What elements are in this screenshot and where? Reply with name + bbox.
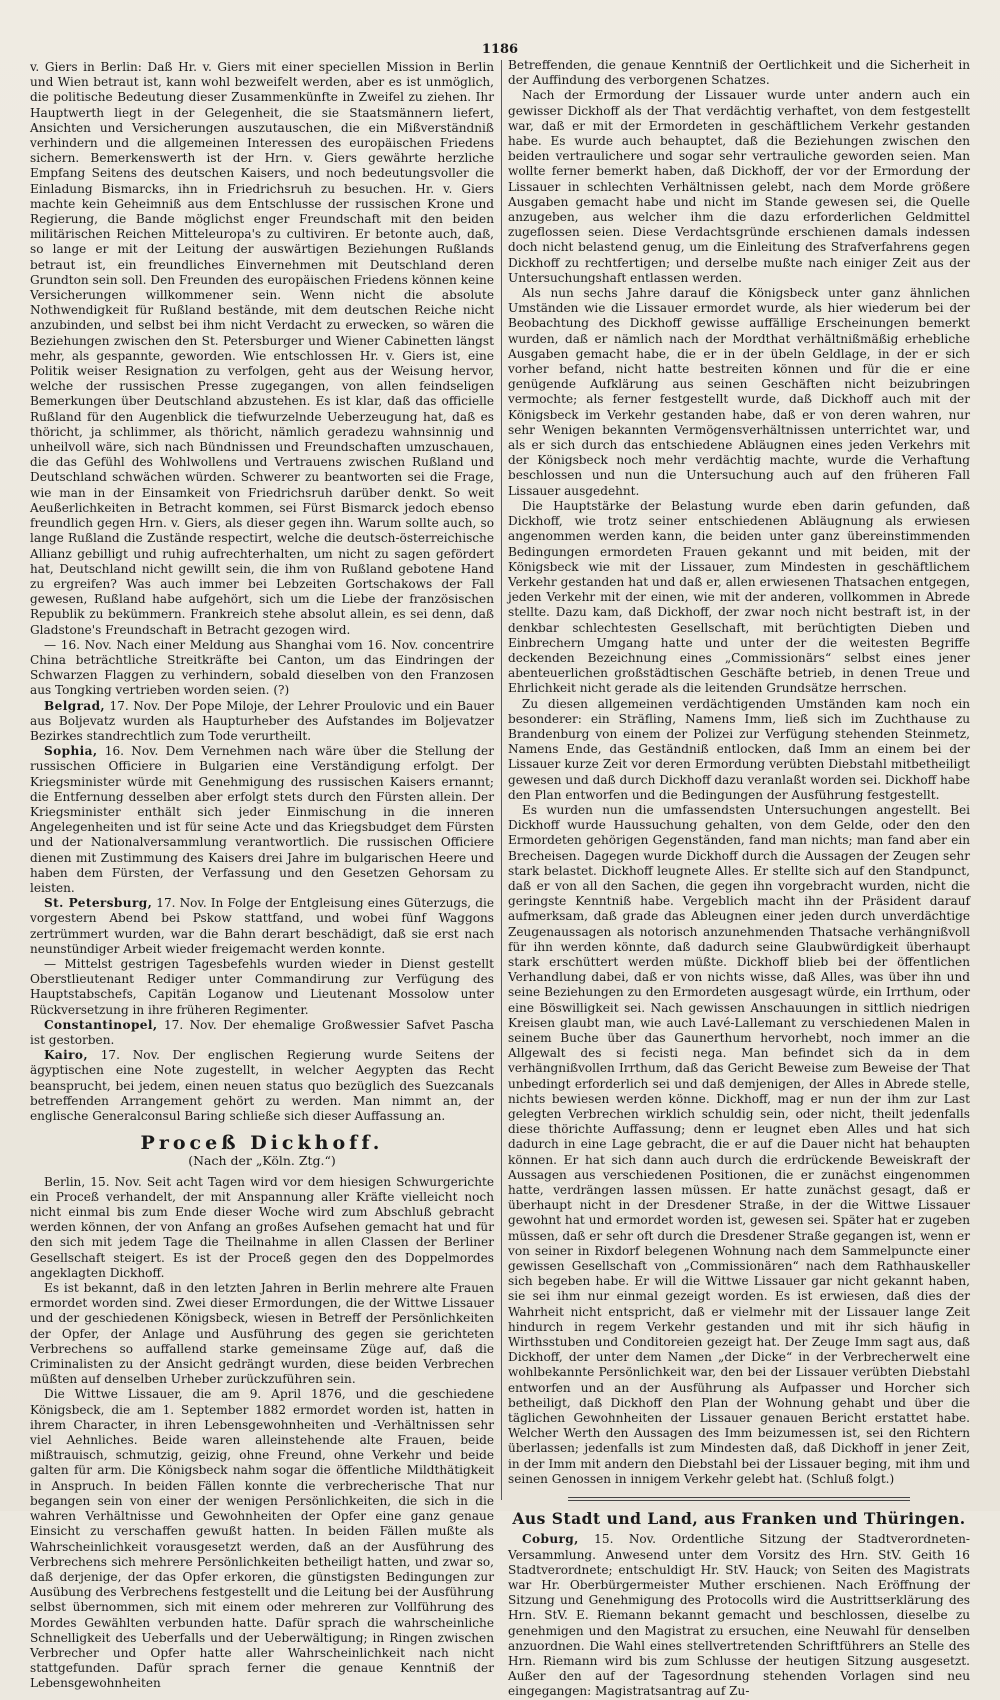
berlin-trial-paragraph: Berlin, 15. Nov. Seit acht Tagen wird vor dem hiesigen Schwurgerichte ein Proceß verhandelt, der mit Anspannung aller Kräfte vielleicht noch nicht einmal bis zum Ende dieser Woche wird zum Abschluß gebracht werden können, der von Anfang an großes Aufsehen gemacht hat und für den sich mit jedem Tage die Theilnahme in allen Classen der Berliner Gesellschaft steigert. Es ist der Proceß gegen den des Doppelmordes angeklagten Dickhoff. bbox=[30, 1174, 494, 1280]
petersburg-text: 17. Nov. In Folge der Entgleisung eines Güterzugs, die vorgestern Abend bei Pskow stattfand, und wobei fünf Waggons zertrümmert wurden, war die Bahn derart beschädigt, daß sie erst nach neunstündiger Arbeit wieder freigemacht werden konnte. bbox=[30, 896, 494, 956]
place-coburg: Coburg, bbox=[522, 1532, 579, 1547]
belgrad-paragraph bbox=[30, 699, 494, 745]
sophia-text: 16. Nov. Dem Vernehmen nach wäre über die Stellung der russischen Officiere in Bulgarien eine Verständigung erfolgt. Der Kriegsminister würde mit Genehmigung des russischen Kaisers ernannt; die Entfernung desselben aber erfolgt stets durch den Fürsten allein. Der Kriegsminister enthält sich jeder Einmischung in die inneren Angelegenheiten und ist für seine Acte und das Kriegsbudget dem Fürsten und der Nationalversammlung verantwortlich. Die russischen Officiere dienen mit Zustimmung des Kaisers drei Jahre im bulgarischen Heere und haben dem Fürsten, der Verfassung und den Gesetzen Gehorsam zu leisten. bbox=[30, 744, 494, 895]
place-sophia: Sophia, bbox=[44, 744, 98, 759]
place-constantinopel: Constantinopel, bbox=[44, 1017, 158, 1032]
column-divider bbox=[501, 60, 502, 1500]
section-heading-process: Proceß Dickhoff. bbox=[140, 1132, 384, 1155]
koenigsbeck-paragraph: Als nun sechs Jahre darauf die Königsbeck unter ganz ähnlichen Umständen wie die Lissauer ermordet wurde, als hier wiederum bei der Beobachtung des Dickhoff gewisse auffällige Erscheinungen bemerkt wurden, daß er nämlich nach der Mordthat verhältnißmäßig erhebliche Ausgaben gemacht habe, die er in der übeln Geldlage, in der er sich vorher befand, nicht hatte bestreiten können und für die er eine genügende Aufklärung aus seinen Geschäften nicht beizubringen vermochte; als ferner festgestellt wurde, daß Dickhoff auch mit der Königsbeck im Verkehr gestanden habe, daß er von deren wahren, nur sehr Wenigen bekannten Vermögensverhältnissen unterrichtet war, und als er sich durch das entschiedene Abläugnen eines jeden Verkehrs mit der Königsbeck noch mehr verdächtig machte, wurde die Verhaftung beschlossen und nun die Untersuchung auch auf den früheren Fall Lissauer ausgedehnt. bbox=[508, 286, 970, 498]
place-petersburg: St. Petersburg, bbox=[44, 896, 153, 911]
left-column bbox=[30, 60, 494, 1692]
coburg-paragraph bbox=[508, 1532, 970, 1699]
place-kairo: Kairo, bbox=[44, 1048, 88, 1063]
section-divider bbox=[568, 1497, 910, 1501]
coburg-text: 15. Nov. Ordentliche Sitzung der Stadtverordneten-Versammlung. Anwesend unter dem Vorsitz des Hrn. StV. Geith 16 Stadtverordnete; entschuldigt Hr. StV. Hauck; von Seiten des Magistrats war Hr. Oberbürgermeister Muther erschienen. Nach Eröffnung der Sitzung und Genehmigung des Protocolls wird die Austrittserklärung des Hrn. StV. E. Riemann bekannt gemacht und beschlossen, dieselbe zu genehmigen und den Magistrat zu ersuchen, eine Neuwahl für denselben anzuordnen. Die Wahl eines stellvertretenden Schriftführers an Stelle des Hrn. Riemann wird bis zum Schlusse der heutigen Sitzung ausgesetzt. Außer den auf der Tagesordnung stehenden Vorlagen sind neu eingegangen: Magistratsantrag auf Zu- bbox=[508, 1532, 970, 1699]
place-belgrad: Belgrad, bbox=[44, 698, 106, 713]
right-column bbox=[508, 58, 970, 1700]
victims-paragraph: Die Wittwe Lissauer, die am 9. April 1876, und die geschiedene Königsbeck, die am 1. September 1882 ermordet worden ist, hatten in ihrem Character, in ihren Lebensgewohnheiten und -Verhältnissen sehr viel Aehnliches. Beide waren alleinstehende alte Frauen, beide mißtrauisch, schmutzig, geizig, ohne Freund, ohne Verkehr und beide galten für arm. Die Königsbeck nahm sogar die öffentliche Mildthätigkeit in Anspruch. In beiden Fällen konnte die verbrecherische That nur begangen sein von einer der wenigen Persönlichkeiten, die sich in die wahren Verhältnisse und Gewohnheiten der Opfer eine ganz genaue Einsicht zu verschaffen gewußt hatten. In beiden Fällen mußte als Wahrscheinlichkeit vorausgesetzt werden, daß an der Ausführung des Verbrechens sich mehrere Persönlichkeiten betheiligt hatten, und zwar so, daß derjenige, der das Opfer erkoren, die günstigsten Bedingungen zur Ausübung des Verbrechens festgestellt und die Leitung bei der Ausführung selbst übernommen, sich mit einem oder mehreren zur Vollführung des Mordes Gewählten verbunden hatte. Dafür sprach die wahrscheinliche Schnelligkeit des Ueberfalls und der Ueberwältigung; in Ringen zwischen Verbrecher und Opfer hatte aller Wahrscheinlichkeit nach nicht stattgefunden. Dafür sprach ferner die genaue Kenntniß der Lebensgewohnheiten bbox=[30, 1387, 494, 1691]
investigation-paragraph: Es wurden nun die umfassendsten Untersuchungen angestellt. Bei Dickhoff wurde Haussuchung gehalten, von dem Gelde, oder den den Ermordeten gehörigen Gegenständen, fand man nichts; man fand aber ein Brecheisen. Dagegen wurde Dickhoff durch die Aussagen der Zeugen sehr stark belastet. Dickhoff leugnete Alles. Er stellte sich auf den Standpunct, daß er von all den Sachen, die gegen ihn vorgebracht wurden, nicht die geringste Kenntniß habe. Vergeblich macht ihn der Präsident darauf aufmerksam, daß grade das Ableugnen einer jeden durch unverdächtige Zeugenaussagen als notorisch anzunehmenden Thatsache verhängnißvoll für ihn werden könnte, daß dadurch seine Glaubwürdigkeit überhaupt stark erschüttert werden müßte. Dickhoff blieb bei der öffentlichen Verhandlung dabei, daß er von nichts wisse, daß Alles, was über ihn und seine Beziehungen zu den Ermordeten ausgesagt würde, ein Irrthum, oder eine Böswilligkeit sei. Nach gewissen Anschauungen in sittlich niedrigen Kreisen glaubt man, wie auch Lavé-Lallemant zu verschiedenen Malen in seinem Buche über das Gaunerthum hervorhebt, noch immer an die Allgewalt des si fecisti nega. Man befindet sich da in dem verhängnißvollen Irrthum, daß das Gericht Beweise zum Beweise der That unbedingt erforderlich sei und daß demjenigen, der Alles in Abrede stelle, nichts bewiesen werden könne. Dickhoff, mag er nun der ihm zur Last gelegten Verbrechen wirklich schuldig sein, oder nicht, theilt jedenfalls diese thörichte Auffassung; denn er leugnet eben Alles und hat sich dadurch in eine Lage gebracht, die er auf die Dauer nicht hat behaupten können. Er hat sich dann auch durch die erdrückende Beweiskraft der Aussagen aus verschiedenen Positionen, die er zunächst eingenommen hatte, verdrängen lassen müssen. Er hatte zunächst gesagt, daß er überhaupt nicht in der Dresdener Straße, in der die Wittwe Lissauer gewohnt hat und ermordet worden ist, gewesen sei. Später hat er zugeben müssen, daß er sehr oft durch die Dresdener Straße gegangen ist, wenn er von seiner in Rixdorf belegenen Wohnung nach dem Sammelpuncte einer gewissen Gesellschaft von „Commissionären“ nach dem Rathhauskeller sich begeben habe. Er will die Wittwe Lissauer gar nicht gekannt haben, sie sei ihm nur einmal gezeigt worden. Es ist erwiesen, daß dies der Wahrheit nicht entspricht, daß er vielmehr mit der Lissauer lange Zeit hindurch in regem Verkehr gestanden und mit ihr sich häufig in Wirthsstuben und Conditoreien gezeigt hat. Der Zeuge Imm sagt aus, daß Dickhoff, der unter dem Namen „der Dicke“ in der Verbrecherwelt eine wohlbekannte Persönlichkeit war, den bei der Lissauer verübten Diebstahl entworfen und an der Ausführung als Aufpasser und Horcher sich betheiligt, daß Dickhoff den Plan der Wohnung gehabt und über die täglichen Gewohnheiten der Lissauer genauen Bericht erstattet habe. Welcher Werth den Aussagen des Imm beizumessen ist, sei den Richtern überlassen; jedenfalls ist zum Mindesten daß, daß Dickhoff in jener Zeit, in der Imm mit andern den Diebstahl bei der Lissauer beging, mit ihm und seinen Genossen in innigem Verkehr gelebt hat. (Schluß folgt.) bbox=[508, 802, 970, 1486]
evidence-paragraph: Die Hauptstärke der Belastung wurde eben darin gefunden, daß Dickhoff, wie trotz seiner entschiedenen Abläugnung als erwiesen angenommen werden kann, die beiden unter ganz übereinstimmenden Bedingungen ermordeten Frauen gekannt und mit beiden, mit der Königsbeck wie mit der Lissauer, zum Mindesten in geschäftlichem Verkehr gestanden hat und daß er, allen erwiesenen Thatsachen entgegen, jeden Verkehr mit der einen, wie mit der anderen, vollkommen in Abrede stellte. Dazu kam, daß Dickhoff, der zwar noch nicht bestraft ist, in der denkbar schlechtesten Gesellschaft, mit berüchtigten Dieben und Einbrechern Umgang hatte und unter der die weitesten Begriffe deckenden Bezeichnung eines „Commissionärs“ selbst eines jener abenteuerlichen großstädtischen Geschäfte betrieb, in denen Treue und Ehrlichkeit nicht gerade als die leitenden Grundsätze herrschen. bbox=[508, 498, 970, 696]
constantinopel-text: 17. Nov. Der ehemalige Großwessier Safvet Pascha ist gestorben. bbox=[30, 1017, 494, 1047]
constantinopel-paragraph bbox=[30, 1018, 494, 1048]
giers-berlin-paragraph: v. Giers in Berlin: Daß Hr. v. Giers mit einer speciellen Mission in Berlin und Wien betraut ist, kann wohl bezweifelt werden, aber es ist unmöglich, die politische Bedeutung dieser Zusammenkünfte in Zweifel zu ziehen. Ihr Hauptwerth liegt in der Gelegenheit, die sie Staatsmännern liefert, Ansichten und Versicherungen auszutauschen, die ein Mißverständniß verhindern und die allgemeinen Interessen des europäischen Friedens sichern. Bemerkenswerth ist der Hrn. v. Giers gewährte herzliche Empfang Seitens des deutschen Kaisers, und noch bedeutungsvoller die Einladung Bismarcks, ihn in Friedrichsruh zu besuchen. Hr. v. Giers machte kein Geheimniß aus dem Entschlusse der russischen Krone und Regierung, die Bande möglichst enger Freundschaft mit den beiden militärischen Reichen Mitteleuropa's zu cultiviren. Er betonte auch, daß, so lange er mit der Leitung der auswärtigen Beziehungen Rußlands betraut ist, ein freundliches Einvernehmen mit Deutschland deren Grundton sein soll. Den Freunden des europäischen Friedens können keine Versicherungen willkommener sein. Wenn nicht die absolute Nothwendigkeit für Rußland bestände, mit dem deutschen Reiche nicht anzubinden, und selbst bei ihm nicht Verdacht zu erwecken, so wären die Beziehungen zwischen den St. Petersburger und Wiener Cabinetten längst mehr, als gespannte, geworden. Wie entschlossen Hr. v. Giers ist, eine Politik weiser Resignation zu verfolgen, geht aus der Weisung hervor, welche der russischen Presse zugegangen, von allen feindseligen Bemerkungen über Deutschland abzustehen. Es ist klar, daß das officielle Rußland für den Augenblick die tiefwurzelnde Ueberzeugung hat, daß es thöricht, ja schlimmer, als thöricht, nämlich geradezu wahnsinnig und unheilvoll wäre, sich nach Bündnissen und Freundschaften umzuschauen, die das Gefühl des Wohlwollens und Vertrauens zwischen Rußland und Deutschland schwächen würden. Schwerer zu beantworten sei die Frage, wie man in der Einsamkeit von Friedrichsruh darüber denkt. So weit Aeußerlichkeiten in Betracht kommen, sei Fürst Bismarck jedoch ebenso freundlich gegen Hrn. v. Giers, als dieser gegen ihn. Warum sollte auch, so lange Rußland die Zustände respectirt, welche die deutsch-österreichische Allianz gebilligt und ruhig aufrechterhalten, um nicht zu sagen gefördert hat, Deutschland nicht gewillt sein, die ihm von Rußland gebotene Hand zu ergreifen? Was auch immer bei Lebzeiten Gortschakows der Fall gewesen, Rußland habe aufgehört, sich um die Liebe der französischen Republik zu bekümmern. Frankreich stehe absolut allein, es sei denn, daß Gladstone's Freundschaft in Betracht gezogen wird. bbox=[30, 60, 494, 637]
petersburg-paragraph bbox=[30, 896, 494, 957]
shanghai-paragraph: — 16. Nov. Nach einer Meldung aus Shanghai vom 16. Nov. concentrire China beträchtliche Streitkräfte bei Canton, um das Eindringen der Schwarzen Flaggen zu verhindern, sobald dieselben von den Franzosen aus Tongking vertrieben worden seien. (?) bbox=[30, 637, 494, 698]
continuation-paragraph: Betreffenden, die genaue Kenntniß der Oertlichkeit und die Sicherheit in der Auffindung des verborgenen Schatzes. bbox=[508, 58, 970, 88]
section-subheading-source: (Nach der „Köln. Ztg.“) bbox=[188, 1153, 336, 1169]
murders-paragraph: Es ist bekannt, daß in den letzten Jahren in Berlin mehrere alte Frauen ermordet worden sind. Zwei dieser Ermordungen, die der Wittwe Lissauer und der geschiedenen Königsbeck, wiesen in Betreff der Persönlichkeiten der Opfer, der Anlage und Ausführung des gegen sie gerichteten Verbrechens so auffallend starke gemeinsame Züge auf, daß die Criminalisten zu der Ansicht gedrängt wurden, diese beiden Verbrechen müßten auf denselben Urheber zurückzuführen sein. bbox=[30, 1281, 494, 1387]
tagesbefehl-paragraph: — Mittelst gestrigen Tagesbefehls wurden wieder in Dienst gestellt Oberstlieutenant Rediger unter Commandirung zur Verfügung des Hauptstabschefs, Capitän Loganow und Lieutenant Mossolow unter Rückversetzung in ihre früheren Regimenter. bbox=[30, 956, 494, 1017]
belgrad-text: 17. Nov. Der Pope Miloje, der Lehrer Proulovic und ein Bauer aus Boljevatz wurden als Haupturheber des Aufstandes im Boljevatzer Bezirkes standrechtlich zum Tode verurtheilt. bbox=[30, 698, 494, 743]
kairo-text: 17. Nov. Der englischen Regierung wurde Seitens der ägyptischen eine Note zugestellt, in welcher Aegypten das Recht beansprucht, bei jedem, einen neuen status quo bezüglich des Suezcanals betreffenden Arrangement gehört zu werden. Man nimmt an, der englische Generalconsul Baring schließe sich dieser Auffassung an. bbox=[30, 1048, 494, 1124]
section-heading-regional: Aus Stadt und Land, aus Franken und Thüringen. bbox=[512, 1509, 966, 1529]
kairo-paragraph bbox=[30, 1048, 494, 1124]
dickhoff-arrest-paragraph: Nach der Ermordung der Lissauer wurde unter andern auch ein gewisser Dickhoff als der That verdächtig verhaftet, von dem festgestellt war, daß er mit der Ermordeten in geschäftlichem Verkehr gestanden habe. Es wurde auch behauptet, daß die Beziehungen zwischen den beiden vertraulichere und sogar sehr vertrauliche geworden seien. Man wollte ferner bemerkt haben, daß Dickhoff, der vor der Ermordung der Lissauer in schlechten Verhältnissen gelebt, nach dem Morde größere Ausgaben gemacht habe und nicht im Stande gewesen sei, die Quelle anzugeben, aus welcher ihm die dazu erforderlichen Geldmittel zugeflossen seien. Diese Verdachtsgründe erschienen damals indessen doch nicht belastend genug, um die Einleitung des Strafverfahrens gegen Dickhoff zu rechtfertigen; und derselbe mußte nach einiger Zeit aus der Untersuchungshaft entlassen werden. bbox=[508, 88, 970, 285]
imm-paragraph: Zu diesen allgemeinen verdächtigenden Umständen kam noch ein besonderer: ein Sträfling, Namens Imm, ließ sich im Zuchthause zu Brandenburg von einem der Polizei zur Verfügung stehenden Steinmetz, Namens Ende, das Geständniß entlocken, daß Imm an einem bei der Lissauer kurze Zeit vor deren Ermordung verübten Diebstahl mitbetheiligt gewesen und daß durch Dickhoff dazu veranlaßt worden sei. Dickhoff habe den Plan entworfen und die Bedingungen der Ausführung festgestellt. bbox=[508, 696, 970, 802]
sophia-paragraph bbox=[30, 744, 494, 896]
page-number: 1186 bbox=[481, 42, 519, 57]
